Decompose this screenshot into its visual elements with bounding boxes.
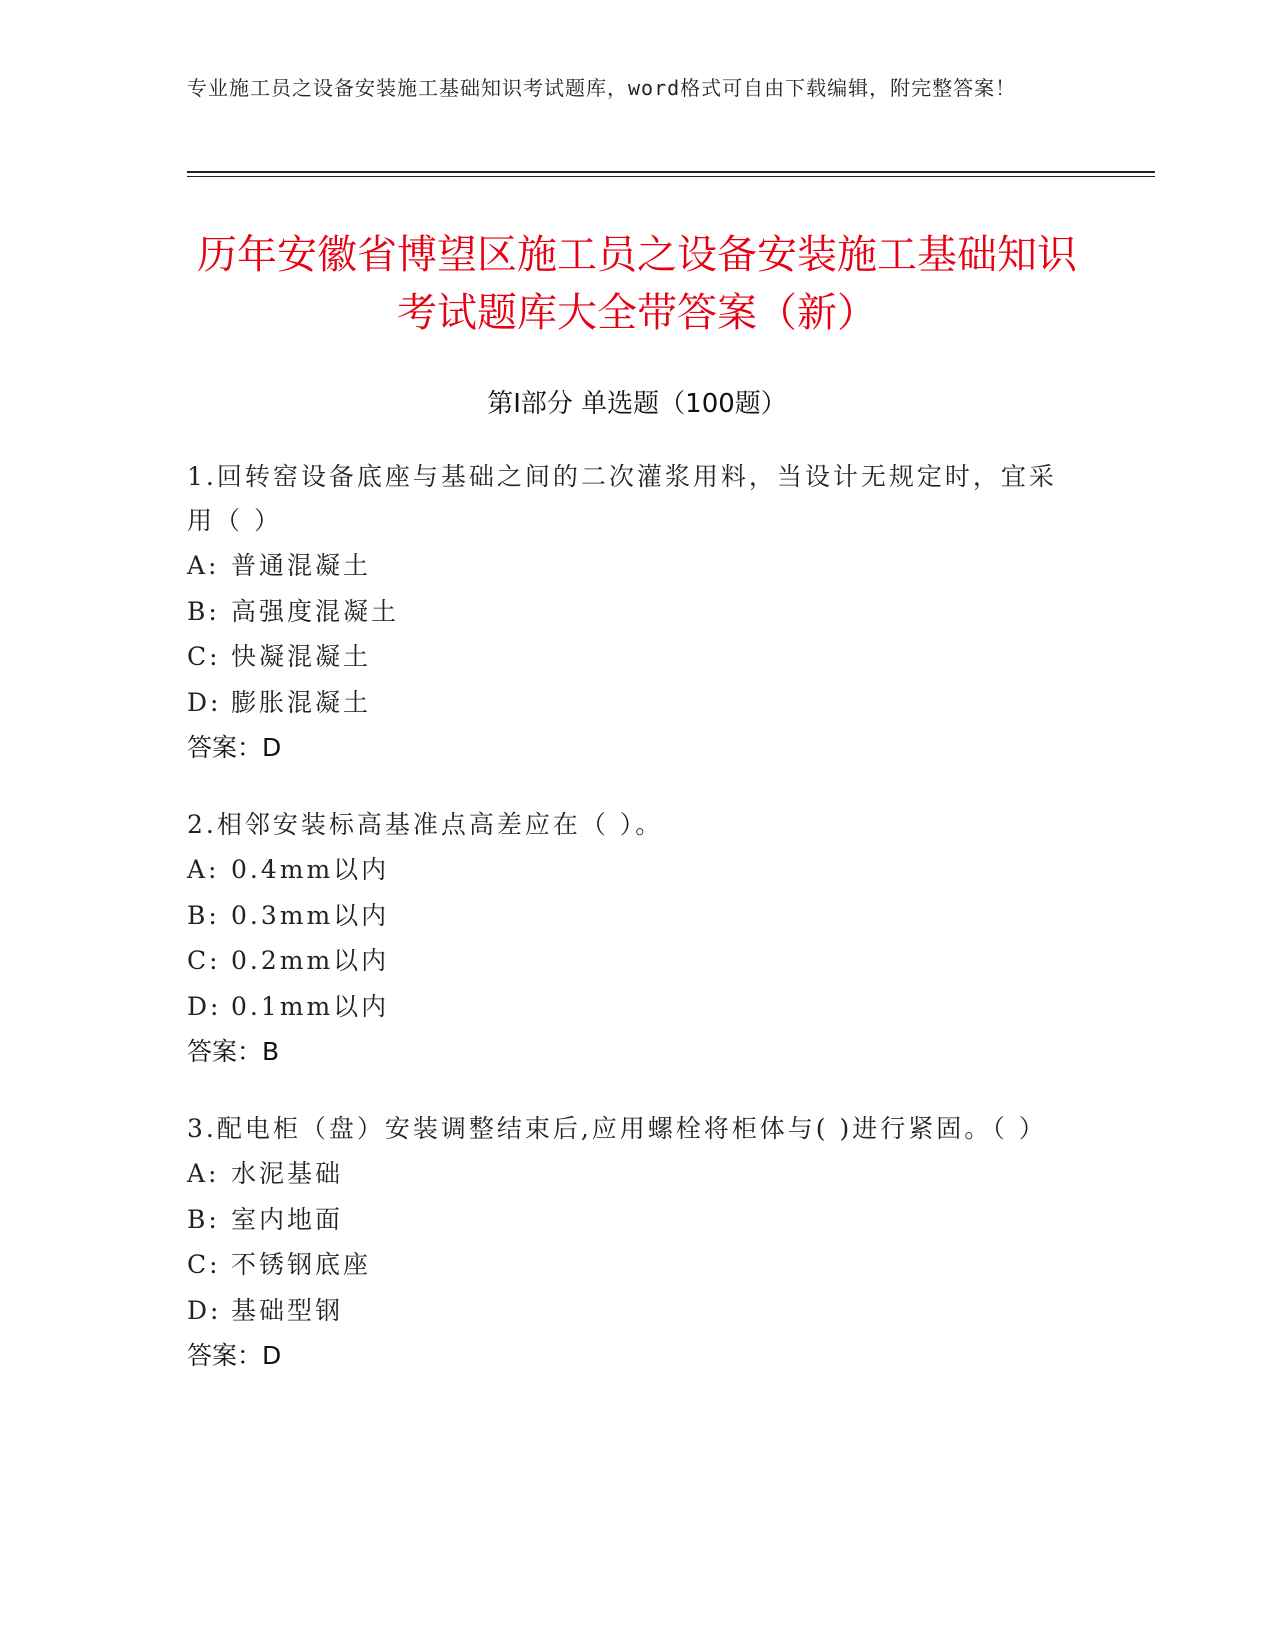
option-c (187, 1242, 1067, 1288)
option-text: 基础型钢 (231, 1295, 344, 1325)
option-label: C: (187, 642, 221, 671)
option-label: D: (187, 991, 222, 1021)
question-stem: 3.配电柜（盘）安装调整结束后,应用螺栓将柜体与( )进行紧固。（ ） (187, 1114, 1047, 1143)
option-d (187, 984, 1067, 1030)
option-b (187, 893, 1067, 939)
question-3 (187, 1107, 1067, 1379)
option-b (187, 589, 1067, 635)
option-text: 水泥基础 (231, 1159, 344, 1188)
option-text: 高强度混凝土 (231, 596, 400, 626)
document-title: 历年安徽省博望区施工员之设备安装施工基础知识考试题库大全带答案（新） (197, 232, 1077, 336)
option-label: B: (187, 1204, 220, 1234)
option-label: D: (187, 1295, 222, 1325)
option-d (187, 1288, 1067, 1334)
option-text: 室内地面 (231, 1204, 344, 1234)
header-note: 专业施工员之设备安装施工基础知识考试题库，word格式可自由下载编辑，附完整答案！ (187, 76, 1017, 100)
option-label: B: (187, 596, 220, 626)
question-2 (187, 803, 1067, 1075)
answer-line: 答案：D (187, 733, 282, 762)
option-d (187, 680, 1067, 726)
option-a (187, 543, 1067, 589)
answer-line: 答案：B (187, 1037, 280, 1066)
option-text: 0.2mm以内 (231, 946, 390, 975)
option-label: A: (187, 855, 220, 884)
option-c (187, 938, 1067, 984)
section-heading: 第Ⅰ部分 单选题（100题） (487, 389, 787, 419)
option-label: C: (187, 1250, 221, 1279)
option-text: 普通混凝土 (231, 551, 372, 580)
option-text: 不锈钢底座 (231, 1250, 372, 1279)
option-b (187, 1197, 1067, 1243)
option-text: 快凝混凝土 (231, 642, 372, 671)
header-divider-thin (187, 176, 1155, 177)
option-text: 0.1mm以内 (231, 991, 390, 1021)
option-text: 0.4mm以内 (231, 855, 390, 884)
option-label: A: (187, 1159, 220, 1188)
option-label: B: (187, 900, 220, 930)
option-c (187, 634, 1067, 680)
answer-line: 答案：D (187, 1341, 282, 1370)
question-stem: 1.回转窑设备底座与基础之间的二次灌浆用料，当设计无规定时，宜采用（ ） (187, 462, 1057, 535)
header-divider-thick (187, 171, 1155, 173)
option-a (187, 1151, 1067, 1197)
option-text: 膨胀混凝土 (231, 687, 372, 717)
option-a (187, 847, 1067, 893)
option-text: 0.3mm以内 (231, 900, 390, 930)
option-label: C: (187, 946, 221, 975)
question-1 (187, 455, 1067, 771)
option-label: A: (187, 551, 220, 580)
question-stem: 2.相邻安装标高基准点高差应在（ ）。 (187, 810, 664, 839)
option-label: D: (187, 687, 222, 717)
